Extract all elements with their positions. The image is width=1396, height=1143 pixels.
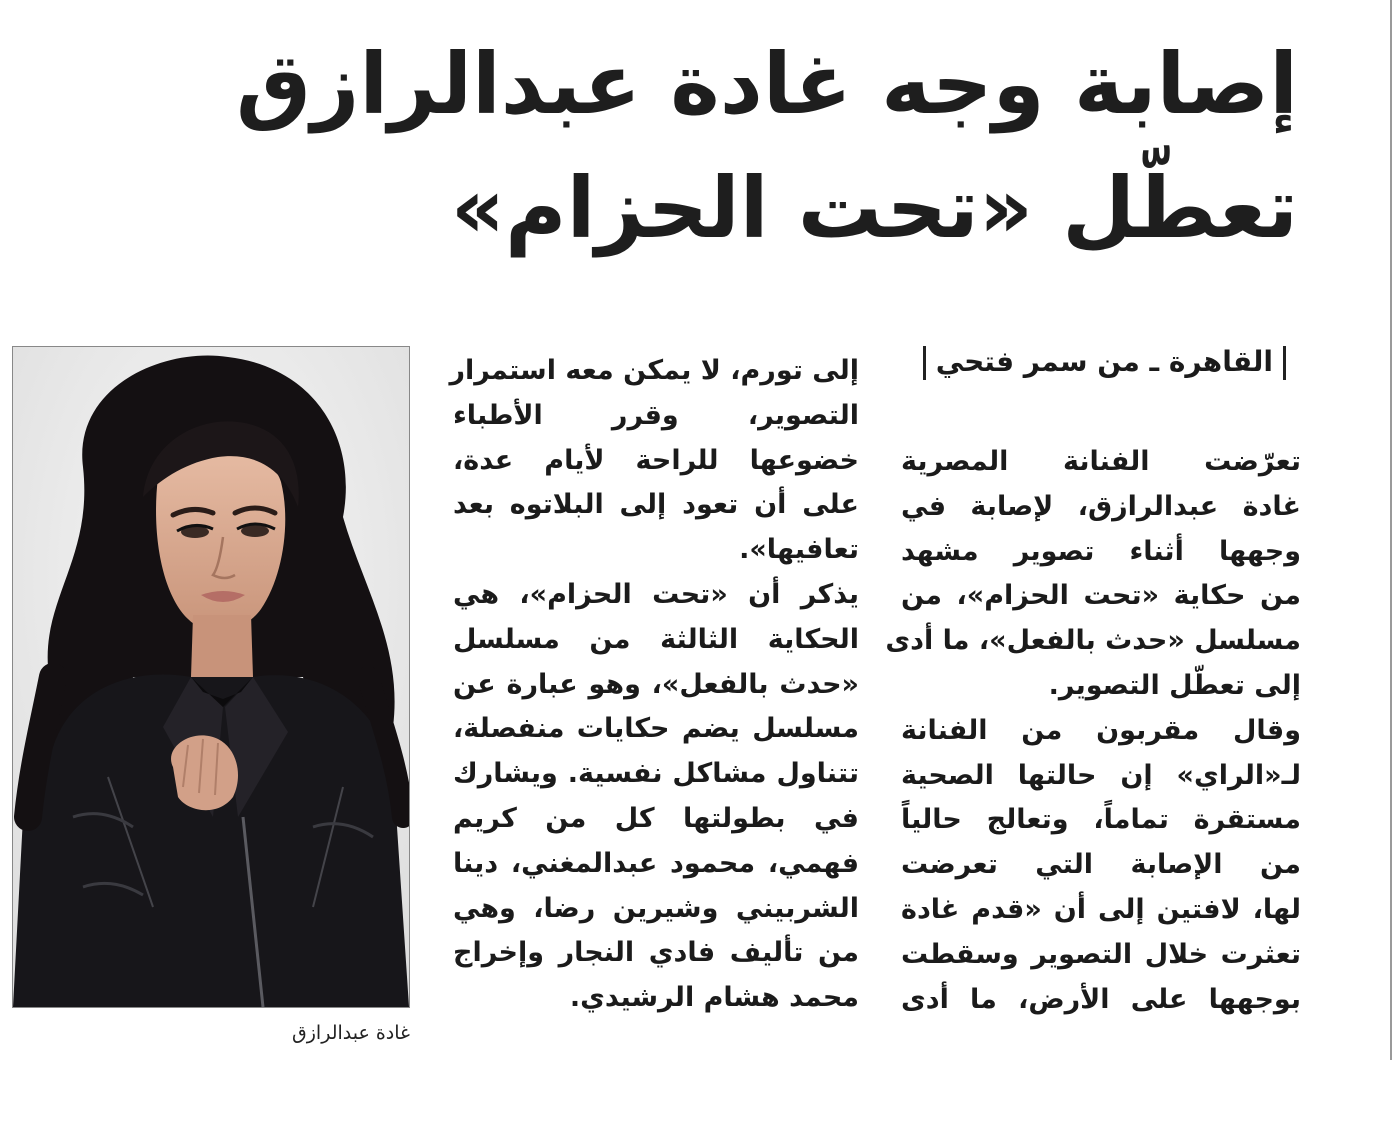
byline-text: القاهرة ـ من سمر فتحي bbox=[935, 345, 1273, 378]
article-line: من الإصابة التي تعرضت bbox=[901, 849, 1301, 881]
article-line: من حكاية «تحت الحزام»، من bbox=[901, 580, 1301, 612]
headline bbox=[235, 22, 1298, 270]
byline-bar-left bbox=[923, 346, 926, 380]
article-line: «حدث بالفعل»، وهو عبارة عن bbox=[453, 668, 859, 700]
article-line: مسلسل «حدث بالفعل»، ما أدى bbox=[885, 625, 1301, 657]
article-line: محمد هشام الرشيدي. bbox=[569, 982, 859, 1014]
article-column-right bbox=[885, 440, 1301, 1022]
neck-shape bbox=[191, 615, 253, 677]
article-line: تعافيها». bbox=[739, 534, 859, 566]
article-line: في بطولتها كل من كريم bbox=[453, 802, 859, 834]
article-line: يذكر أن «تحت الحزام»، هي bbox=[453, 578, 859, 610]
headline-line-2: تعطّل «تحت الحزام» bbox=[450, 159, 1298, 257]
article-line: تتناول مشاكل نفسية. ويشارك bbox=[453, 758, 859, 790]
article-line: مستقرة تماماً، وتعالج حالياً bbox=[901, 804, 1301, 836]
article-line: وقال مقربون من الفنانة bbox=[901, 714, 1301, 746]
article-line: إلى تورم، لا يمكن معه استمرار bbox=[449, 355, 859, 386]
article-line: الشربيني وشيرين رضا، وهي bbox=[453, 892, 859, 924]
article-column-middle bbox=[449, 349, 859, 1021]
article-line: الحكاية الثالثة من مسلسل bbox=[453, 623, 859, 655]
article-line: التصوير، وقرر الأطباء bbox=[453, 399, 859, 431]
article-line: على أن تعود إلى البلاتوه بعد bbox=[453, 489, 859, 521]
article-line: مسلسل يضم حكايات منفصلة، bbox=[453, 713, 859, 745]
photo-caption: غادة عبدالرازق bbox=[292, 1022, 410, 1044]
article-line: غادة عبدالرازق، لإصابة في bbox=[901, 490, 1301, 522]
article-line: إلى تعطّل التصوير. bbox=[1048, 669, 1301, 701]
article-line: وجهها أثناء تصوير مشهد bbox=[901, 535, 1301, 567]
article-line: لـ«الراي» إن حالتها الصحية bbox=[901, 759, 1301, 791]
article-line: تعثرت خلال التصوير وسقطت bbox=[901, 938, 1301, 970]
article-line: فهمي، محمود عبدالمغني، دينا bbox=[453, 847, 859, 879]
byline bbox=[896, 340, 1296, 384]
article-line: خضوعها للراحة لأيام عدة، bbox=[453, 444, 859, 476]
byline-bar-right bbox=[1283, 346, 1286, 380]
page-edge-rule bbox=[1390, 0, 1392, 1060]
article-line: تعرّضت الفنانة المصرية bbox=[901, 446, 1301, 477]
portrait-illustration bbox=[13, 347, 409, 1007]
article-line: بوجهها على الأرض، ما أدى bbox=[901, 983, 1301, 1015]
article-line: من تأليف فادي النجار وإخراج bbox=[453, 937, 859, 969]
headline-line-1: إصابة وجه غادة عبدالرازق bbox=[235, 35, 1298, 133]
article-line: لها، لافتين إلى أن «قدم غادة bbox=[901, 893, 1301, 925]
portrait-photo bbox=[12, 346, 410, 1008]
